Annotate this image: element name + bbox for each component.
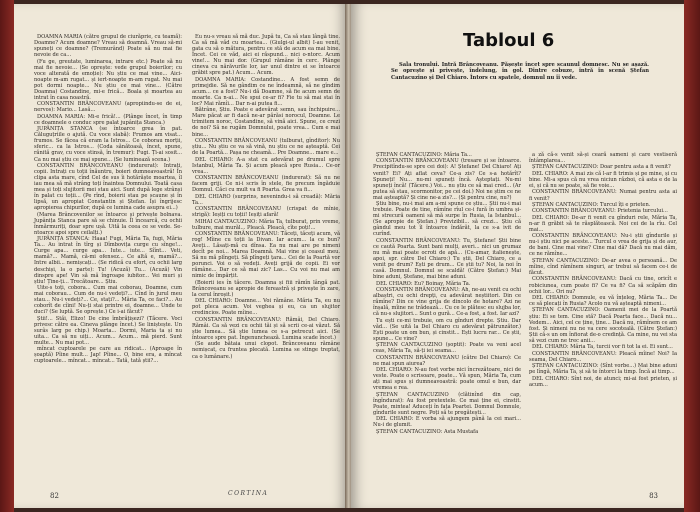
paragraph: DEL CHIARO (surprins, nevenindu-i să creadă): Măria Ta... xyxy=(192,193,340,206)
scene-title: Tabloul 6 xyxy=(463,30,555,51)
paragraph: CONSTANTIN BRÂNCOVEANU: Rămâi, Del Chiaro. Rămâi. Ca să vezi cu ochii tăi și să scrii ce-ai văzut. Să știe lumea... Să știe lumea ce s-a petrecut aici. (Se întoarce spre pat. Îngenunchează. Lumina scade încet.) xyxy=(192,316,340,341)
book-cover-left-edge xyxy=(0,0,14,512)
paragraph: CONSTANTIN BRÂNCOVEANU: Prietenia turcului... xyxy=(532,208,668,215)
paragraph: ȘTEFAN CANTACUZINO (șoptit): Poate va veni acel ceas, Măria Ta, să-ți iei seama... xyxy=(373,342,521,355)
paragraph: DOAMNA MARIA: Costandine... A fost semn de primejdie. Să ne gândim ce ne îndeamnă, să ne gîndim acum... ce a fost? Nu-i dă Doamne, să fie acum semn de moarte. Ca n-ai... Ne spui ce-ar fi? Fie tu să mai stai în loc? Mai rămîi... Dar n-ai putea fi... xyxy=(192,76,340,107)
paragraph: CONSTANTIN BRÂNCOVEANU: Tu, Ștefane! Știi bine ce caută Poarta. Sunt bani mulți, averi... nici un grumaz nu mă mai poate ocroti de apă... (Cu-amar, italienește, apoi, spr. către Del Chiaro:) Tu știi, Del Chiaro, ce a venit pe drum? Ești pe drum... Ce știi tu? Noi, la noi în casă. Domnul. Domnul se scaldă! (Către Ștefan:) Mai bine aduni, Ștefane, mai bine aduni. xyxy=(373,237,521,281)
left-page-column-2 xyxy=(192,34,340,360)
paragraph: CONSTANTIN BRÂNCOVEANU: Ah, ne-au venit cu ochi albaștri, cu ochi drepți, cu adevărat neștiitori. Din ce rămîne? Din ce vine grija de dincolo de hotare? Azi ne înșală, mîine ne trădează... Cu ce le plătesc eu slujba lor, că nu-s slujitori... Sunt o gură... Ce-a fost, a fost. Iar azi? xyxy=(373,286,521,318)
left-page-number: 82 xyxy=(50,492,59,500)
paragraph: ȘTEFAN CANTACUZINO: Turcul îți e prieten. xyxy=(532,201,651,208)
paragraph: CONSTANTIN BRÂNCOVEANU: Dacă cu tine, oricît e robiciunea, cum poate fi? Ce va fi? Ca să scăpăm din ochii lor... Ori nu? xyxy=(529,276,677,295)
paragraph: ȘTEFAN CANTACUZINO: Măria Ta... xyxy=(376,152,472,158)
paragraph: DEL CHIARO: Eu? Boinay, Măria Ta. xyxy=(376,280,471,287)
paragraph: ȘTEFAN CANTACUZINO (clătinînd din cap, îngîndurat): Au fost pretextele. Ce mai ține ei, cinstit. Poate, mintea! Aduceți în fața Poartei. Domnul Domnule, gîndurile sunt negre. Poți să te pregătești... xyxy=(373,391,521,416)
paragraph: mîncat cuptoarele pe care au ridicat... (Aproape în șoaptă) Pîine mult... Jap! Pîine... O, bine era, a mîncat cuptoarele... mîncat... mîncat... Tată, tată știi?... xyxy=(34,346,182,365)
paragraph: CONSTANTIN BRÂNCOVEANU (tulburat, gînditor): Nu știu... Nu știu ce va să vină, nu știu ce ne așteaptă. Cei de la Poartă... Pașa ne cheamă... Pre Doamne... mare e... xyxy=(192,137,340,157)
paragraph: JUPÂNIȚA STANCA: Haaa! Fugi, Măria Ta, fugi, Măria Ta... Au intrat în tîrg și Dîmbovița curge cu sînge!... Curge apa... curge apa... Iute... iute... Sîînt... Veti, mamă?... Mamă, că-mi ofensez... Ce altă e, mamă?... Intre albii... nemișcați... (Se ridică cu efort, cu ochii larg deschiși, la o parte): Tu! (Acuză) Tu... (Acuză) Vin dinspre ape! Vin să mă îngroape iubitor... Vei muri și știu! Ține-ți... Trecătoare... Știu. xyxy=(34,236,182,285)
paragraph: ȘTEFAN CANTACUZINO: Oamenii mei de la Poartă știu: Ei se tem. Cine stă? Dacă Poarta face... Dacă nu... Vedem... Aici, cel ce ține, ține... Dacă nu, rămînem ce am fost. Și nimeni nu ne va cere socoteală. (Către Ștefan:) Știi că-s un om înfiorat de-o credință. Ca mine, nu vei sta să vezi cum ne trec anii... xyxy=(529,307,677,344)
left-page-column-1 xyxy=(34,34,182,365)
right-page-column-1 xyxy=(373,152,521,435)
left-page xyxy=(14,4,347,508)
paragraph: JUPÂNIȚA STANCA (se întoarce grea în pat. Căluguțriile o ajută. Cu voce slabă): Frumos am visat... frumos. Se făcea că eram la Istros... Ce coborau morții, sferic... ca la Istros... (Coda sănătoasă, încet, spune, rănită grav, cu voce stinsă, în tremur): Fugi. Ți-ai sosit... Ca nu mai știu ce mai spune... (Se luminează scena.) xyxy=(34,126,182,163)
paragraph: DEL CHIARO: E vorba să ajungem până la cei mari... Nu-i de glumit. xyxy=(373,416,521,429)
paragraph: Știu bine, nu-i mai am a-mi spune ce știu... Știi nu-i mai trebuie. Poate de tine, rămîne rîul ce-i fură în umbra și-mi strecură oameni să mă surpe în Rusia, la Istanbul... (Se apropie de Ștefan.) Previzibil... să crezi... Știu că gândul meu tot îl întoarce îndărăt, la ce s-a ivit de curînd. xyxy=(373,201,521,238)
paragraph: Eu nu-s vreau să mă duc. Jupâ tu, Ca să stau lângă tine. Ca să mă văd cu moartea... (Giulgi-ul albit) I-au venit, gata cu să o mătura, pentru ce stă de acum ea mai bine. Încet. Cei ce văd, aici ei răspund... nici o-ntorc. Acum vine!... Nu mai dor. (Grupul rămâne în cerc. Plânge cineva cu nărăvurile lor, iar unul dintre ei se întoarce grăbit spre pat.) Acum... Acum. xyxy=(192,34,340,77)
paragraph: (Marea Brâncovenilor se întoarce și privește bolnava. Jupânița Stanca pare să se chinuie. Îl încearcă, cu ochii înmărmuriți, doar spre ușă. Uită la ceea ce se vede. Se-ntoarce apoi spre ceilalți.) xyxy=(34,211,182,236)
paragraph: CONSTANTIN BRÂNCOVEANU: Pleacă mîine! Noi? Ia seama, Del Chiaro... xyxy=(529,350,677,363)
paragraph: CONSTANTIN BRÂNCOVEANU: Numai pentru asta ai fi venit? xyxy=(529,189,677,202)
right-page-column-2 xyxy=(529,152,677,388)
paragraph: DEL CHIARO: N-au fost vorbe nici încrezătoare, nici de veste. Poate o scrisoare, poate... Vă spun, Măria Ta, cum ați mai spus și dumneavoastră: poate omul e bun, dar vremea e rea. xyxy=(373,367,521,392)
paragraph: (Boierii ies în tăcere. Doamna și fiii rămîn lângă pat. Brâncoveanu se apropie de fereastră și privește în zare, la cerul înroșit.) xyxy=(192,279,340,298)
paragraph: DOAMNA MARIA: Mi-e frică!... (Plânge încet, în timp ce doamnele o conduc spre palat jupânița Stanca.) xyxy=(34,113,182,126)
paragraph: a ză că-s venit să-și ceară sameni și care vestiseră întâmplarea... xyxy=(529,152,677,165)
paragraph: ȘTEFAN CANTACUZINO: (Sînt vorbe...) Mai bine aduni pe lîngă, Măria Ta, și să te întorci la timp. Încă ai timp... xyxy=(529,363,677,376)
paragraph: Uite-s toți, cobora... Cum mai coborau, Doamne, cum mai coborau... Cum de nu-i vedeți?... Cînd în jurul meu stau... Nu-i vedeți?... Ce, stați?... Măria Ta, ce faci?... Au coborît de cîini! Nu-ți stai printre ei, doamne... Unde te duci? (Se luptă. Se oprește.) Ce i-ai făcut? xyxy=(34,285,182,316)
right-page-number: 83 xyxy=(649,492,658,500)
paragraph: CONSTANTIN BRÂNCOVEANU: Nu-i știi gîndurile și nu-i știu nici pe aceste... Turcul o vrea de grija și de aur, de bani. Cine mai vine? Cine mai dă? Dacă nu mai dăm, ce ne rămîne... xyxy=(529,233,677,258)
paragraph: ȘTEFAN CANTACUZINO: De-ar avea o persoană... De mîine, cînd rămînem singuri, ar trebui să facem ce-i de făcut. xyxy=(529,257,677,277)
paragraph: DOAMNA MARIA (către grupul de ciurăprie, cu teamă): Doamne? Acum doamne? Vreau să doamnă. Vreau să-mi spuneți ce doamne? (Tremurând) Poate să nu mai fie nevoie de ca... xyxy=(34,34,182,59)
paragraph: Bătrâne, Știu. Poate e adevărat semn, sau închipuire... Mare păcat ar fi dacă ne-ar părăsi norocul, Doamne. Le trimitem noroc, Costandine, să vină aici. Spune, ce crezi de noi? Să ne rugăm Domnului, poate vrea... Cum e mai bine... xyxy=(192,107,340,138)
stage-direction xyxy=(391,62,649,81)
paragraph: Tu ești ce-mi trebuie, om cu gînduri drepte. Știu. Dar văd... (Se uită la Del Chiaro cu adevărat pătrunzător.) Ești poate un om bun, și cinstit... Ești lucru rar... Ce știi, spune... Ce vine? xyxy=(373,317,521,342)
book-cover-right-edge xyxy=(684,0,700,512)
paragraph: CONSTANTIN BRÂNCOVEANU (crispat de mînie, strigă): Ieșiți cu toții! Ieșiți afară! xyxy=(192,206,340,219)
paragraph: DEL CHIARO: De-ar fi venit cu gînduri rele, Măria Ta, n-ar fi grăbit să te răsplătească. Noi cei de la rîu. Cel mai... xyxy=(529,214,677,233)
paragraph: CONSTANTIN BRÂNCOVEANU (către Del Chiaro): Ce ne mai spun aiurea? xyxy=(373,354,521,367)
paragraph: MIHAI CANTACUZINO: Măria Ta, tulburat, prin vreme, tulbure, mai murăl... Pleacă. Pleacă, cîte poți!... xyxy=(192,218,340,231)
paragraph: DEL CHIARO: Măria Ta, turcii vor fi tot la ei. Ei sunt... xyxy=(532,344,673,351)
paragraph: CONSTANTIN BRÂNCOVEANU: Tăceți, tăceți acum, vă rog! Mîine cu toții la Divan. Iar acum... la ce bun? Aveți... Lăsați-mă cu dînsa. Ea nu mai are pe nimeni decît pe noi... Marea Doamnă. Mai vine și ceasul meu. Să nu mă plîngeți. Să plîngeți țara... Cei de la Poartă vor porunci. Voi o să vedeți. Aveți grijă de copii. Ei vor rămâne... Dar ce să mai zic? Las... Cu voi nu mai am nimic de împărțit. xyxy=(192,231,340,280)
paragraph: CONSTANTIN BRÂNCOVEANU (apropiindu-se de ei, nervos): Mario... Lasă... xyxy=(34,101,182,114)
paragraph: DEL CHIARO: Sînt noi, de atunci; mi-ai fost prieten, și acum... xyxy=(529,375,677,388)
right-page xyxy=(351,4,684,508)
paragraph: Știi!... Stăi, Elizo! De cine îmbrățișezi? (Tăcere. Voci privesc către ea. Cineva plânge încet.) Se liniștește. Un surâs larg pe chip.) Moarta... Dormi, Maria ta și nu uita... Ca să nu uiți... Acum... Acum... mă pierd. Sunt multe... Nu mai pot... xyxy=(34,315,182,346)
paragraph: DEL CHIARO: A mai zis că l-ar fi trimis și pe mine, și cu bine. Mi-a spus că nu vrea niciun război, că asta e de la ei, și că nu se poate, să fie voie... xyxy=(529,170,677,190)
paragraph: DEL CHIARO: Domnule, eu vă înțeleg, Măria Ta... De ce să plecați în Rusia? Acolo nu vă așteaptă nimeni... xyxy=(529,294,677,308)
stage-direction-text: Sala tronului. Intră Brâncoveanu. Pășește încet spre scaunul domnesc. Nu se așază. Se oprește și privește, îndelung, în gol. Dintre cobuze, intră în scenă Ștefan Cantacuzino și Del Chiaro. Întors cu spatele, domnul nu îi vede. xyxy=(391,62,649,81)
paragraph: DEL CHIARO: Doamne... Voi rămâne. Măria Ta, eu nu pot pleca acum. Voi veghea și eu, ca un slujitor credincios. Poate mîine... xyxy=(192,298,340,317)
paragraph: ȘTEFAN CANTACUZINO: Asta Mustafa xyxy=(376,428,479,435)
paragraph: DEL CHIARO: A-a stat cu adevărat pe drumul spre Istanbul, Măria Ta. Și acum pleacă spre Rusia... Ce-or vrea... xyxy=(192,156,340,175)
paragraph: (Se aude bătaia unui clopot. Brâncoveanu rămâne nemișcat, cu fruntea plecată. Lumina se stinge treptat, ca o lumânare.) xyxy=(192,341,340,360)
paragraph: (Fu ge, greutate, luminarea, intrare etc.) Poate să nu mai fie nevoie... (Se oprește: vede grupul boierilor; cu voce alterată de emoție): Nu știu ce mai vine... Aici-noapte m-am rugat... și iert-noapte m-am rugat. Nu mai pot dormi noapte... Nu știu ce mai vine... (Către Doamna) Costandine, mi-e frică... Boala și moartea au intrat în casa noastră. xyxy=(34,58,182,101)
paragraph: CONSTANTIN BRÂNCOVEANU (indurerat): Intrați, copii. Intrați cu toții înăuntru, boieri dumneavoastră! În clipa asta mare, cînd Cel de sus îi hotărăște moartea, îl iau mea să mă strâng toți înaintea Domnului. Toată casa mea și toți slujitorii mei stau aici. Sunt după lege strânși în palat cu toții... (Pe rînd, boierii stau pe scaune și în lipsă, un apropiat Constantin și Ștefan. Își îngrijesc apropierea chipurilor, după ce lumina cade asupra ei...) xyxy=(34,162,182,212)
paragraph: ȘTEFAN CANTACUZINO: Doar pentru asta a fi venit? xyxy=(532,164,671,171)
curtain-marker: CORTINA xyxy=(228,490,269,497)
paragraph: CONSTANTIN BRÂNCOVEANU (indurerat): Să nu ne facem griji. Ce ni-i scris în stele, fie precum îngăduie Domnul. Căci cu mult va fi Poarta. Grea va fi... xyxy=(192,175,340,194)
paragraph: CONSTANTIN BRÂNCOVEANU (tresare și se întoarce. Precipitîndu-se spre cei doi): A! Ștefane! Del Chiaro! Ați venit? Ei? Ați aflat ceva? Ce-a zis? Ce s-a hotărît? Spuneți! Nu... nu-mi spuneți încă. Așteptați. Nu-mi spuneți încă! (Tăcere.) Voi... nu știu ce să mai cred... (Ar putea să stau, scormonitor, pe cei doi.) Noi ne știm ce ne mai așteaptă? Și cine ne-a zis?... (Și pentru cine, nu?) xyxy=(373,158,521,201)
